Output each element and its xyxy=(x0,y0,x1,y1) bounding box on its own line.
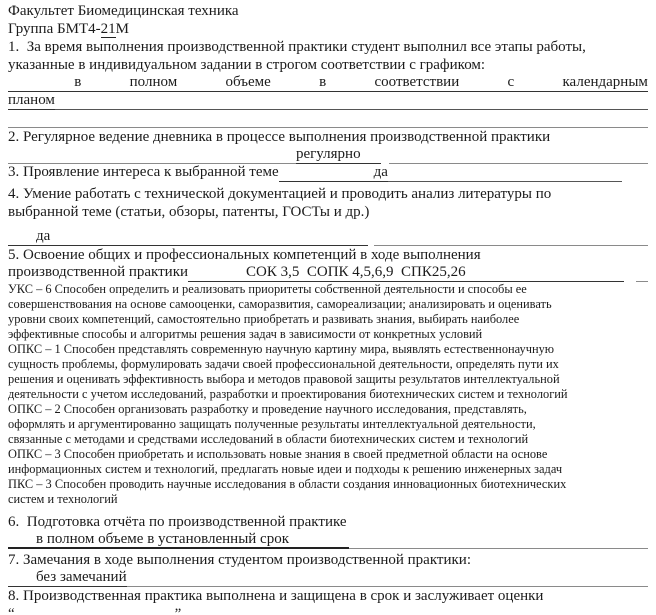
answer-blank-rule xyxy=(349,531,648,549)
answer-word: в xyxy=(74,74,82,90)
rule-gap xyxy=(381,146,389,164)
item1-text-line1: 1. За время выполнения производственной практики студент выполнил все этапы работы, xyxy=(8,39,586,55)
answer-blank-rule xyxy=(55,92,648,110)
item8-text: 8. Производственная практика выполнена и защищена в срок и заслуживает оценки xyxy=(8,588,544,604)
answer-blank-rule xyxy=(466,264,624,282)
item3-label: 3. Проявление интереса к выбранной теме xyxy=(8,164,279,180)
item6-text: 6. Подготовка отчёта по производственной практике xyxy=(8,514,347,530)
item4-text-line1: 4. Умение работать с технической документацией и проводить анализ литературы по xyxy=(8,186,552,202)
answer-blank-rule xyxy=(8,569,36,587)
answer-word: объеме xyxy=(225,74,271,90)
competency-line: уровни своих компетенций, самостоятельно приобретать и развивать знания, выбирать наиболее xyxy=(8,312,520,326)
competency-line: ОПКС – 3 Способен приобретать и использовать новые знания в своей предметной области на основе xyxy=(8,447,548,461)
answer-blank-rule xyxy=(279,164,374,182)
answer-word: календарным xyxy=(562,74,648,90)
answer-word: с xyxy=(507,74,515,90)
item1-answer-line2 xyxy=(8,92,648,110)
blank-answer-line xyxy=(8,110,648,128)
group-suffix: М xyxy=(115,21,129,37)
answer-blank-rule xyxy=(389,146,648,164)
item6-answer-line xyxy=(8,531,648,549)
quote-open: “ xyxy=(8,606,15,615)
item2-answer-line xyxy=(8,146,648,164)
competency-line: оформлять и аргументированно защищать полученные результаты интеллектуальной деятельности, xyxy=(8,417,536,431)
item6-answer: в полном объеме в установленный срок xyxy=(36,531,290,547)
answer-blank-rule xyxy=(636,264,648,282)
answer-blank-rule xyxy=(188,264,246,282)
underline-lead-space xyxy=(8,74,26,91)
competency-line: ПКС – 3 Способен проводить научные исследования в области создания инновационных биотехнических xyxy=(8,477,567,491)
quote-close: ” xyxy=(174,606,182,615)
competency-line: информационных систем и технологий, предлагать новые идеи и подходы к решению инженерных задач xyxy=(8,462,563,476)
competency-line: решения и оценивать эффективность выбора и методов правовой защиты результатов интеллектуальной xyxy=(8,372,560,386)
competency-line: ОПКС – 1 Способен представлять современную научную картину мира, выявлять естественнонаучную xyxy=(8,342,555,356)
answer-blank-rule xyxy=(8,110,648,128)
item7-answer-line xyxy=(8,569,648,587)
answer-blank-rule xyxy=(127,569,648,587)
item4-answer-line xyxy=(8,228,648,246)
item4-answer: да xyxy=(36,228,51,244)
answer-blank-rule xyxy=(8,531,36,549)
item2-text: 2. Регулярное ведение дневника в процессе выполнения производственной практики xyxy=(8,129,551,145)
item5-text-line1: 5. Освоение общих и профессиональных компетенций в ходе выполнения xyxy=(8,247,481,263)
competency-line: связанные с методами и средствами исследований в области биотехнических систем и технологий xyxy=(8,432,529,446)
answer-blank-rule xyxy=(8,228,36,246)
competency-line: сущность проблемы, формулировать задачи своей профессиональной деятельности, определять пути их xyxy=(8,357,559,371)
answer-blank-rule xyxy=(289,531,349,549)
item1-answer-line1 xyxy=(8,74,648,92)
competency-line: УКС – 6 Способен определить и реализовать приоритеты собственной деятельности и способы ее xyxy=(8,282,527,296)
answer-word: в xyxy=(319,74,327,90)
answer-word: полном xyxy=(129,74,178,90)
grade-quote-line xyxy=(8,605,648,615)
item7-text: 7. Замечания в ходе выполнения студентом производственной практики: xyxy=(8,552,471,568)
answer-blank-rule xyxy=(50,228,368,246)
competency-line: систем и технологий xyxy=(8,492,118,506)
item3-answer: да xyxy=(373,164,388,180)
item2-answer: регулярно xyxy=(296,146,361,162)
group-number-underlined: 21 xyxy=(100,21,116,37)
rule-gap xyxy=(624,264,636,282)
competency-line: эффективные способы и алгоритмы решения задач в зависимости от конкретных условий xyxy=(8,327,483,341)
group-prefix: Группа БМТ4- xyxy=(8,21,101,37)
answer-blank-rule xyxy=(361,146,381,164)
competency-line: совершенствования на основе самооценки, саморазвития, самореализации; анализировать и оценивать xyxy=(8,297,552,311)
item3-line xyxy=(8,164,648,182)
answer-blank-rule xyxy=(374,228,648,246)
faculty-line: Факультет Биомедицинская техника xyxy=(8,3,239,19)
answer-word: планом xyxy=(8,92,55,108)
answer-blank-rule xyxy=(8,146,296,164)
item1-text-line2: указанные в индивидуальном задании в строгом соответствии с графиком: xyxy=(8,57,486,73)
competency-line: ОПКС – 2 Способен организовать разработку и проведение научного исследования, представлять, xyxy=(8,402,527,416)
group-line xyxy=(8,20,648,38)
item5-answer-line xyxy=(8,264,648,282)
competency-line: деятельности с учетом исследований, разработки и проектирования биотехнических систем и технологий xyxy=(8,387,568,401)
answer-blank-rule xyxy=(388,164,622,182)
item4-text-line2: выбранной теме (статьи, обзоры, патенты, ГОСТы и др.) xyxy=(8,204,370,220)
item5-label: производственной практики xyxy=(8,264,189,280)
rule-gap xyxy=(622,164,648,182)
item5-answer: СОК 3,5 СОПК 4,5,6,9 СПК25,26 xyxy=(246,264,466,280)
answer-word: соответствии xyxy=(374,74,460,90)
item7-answer: без замечаний xyxy=(36,569,127,585)
